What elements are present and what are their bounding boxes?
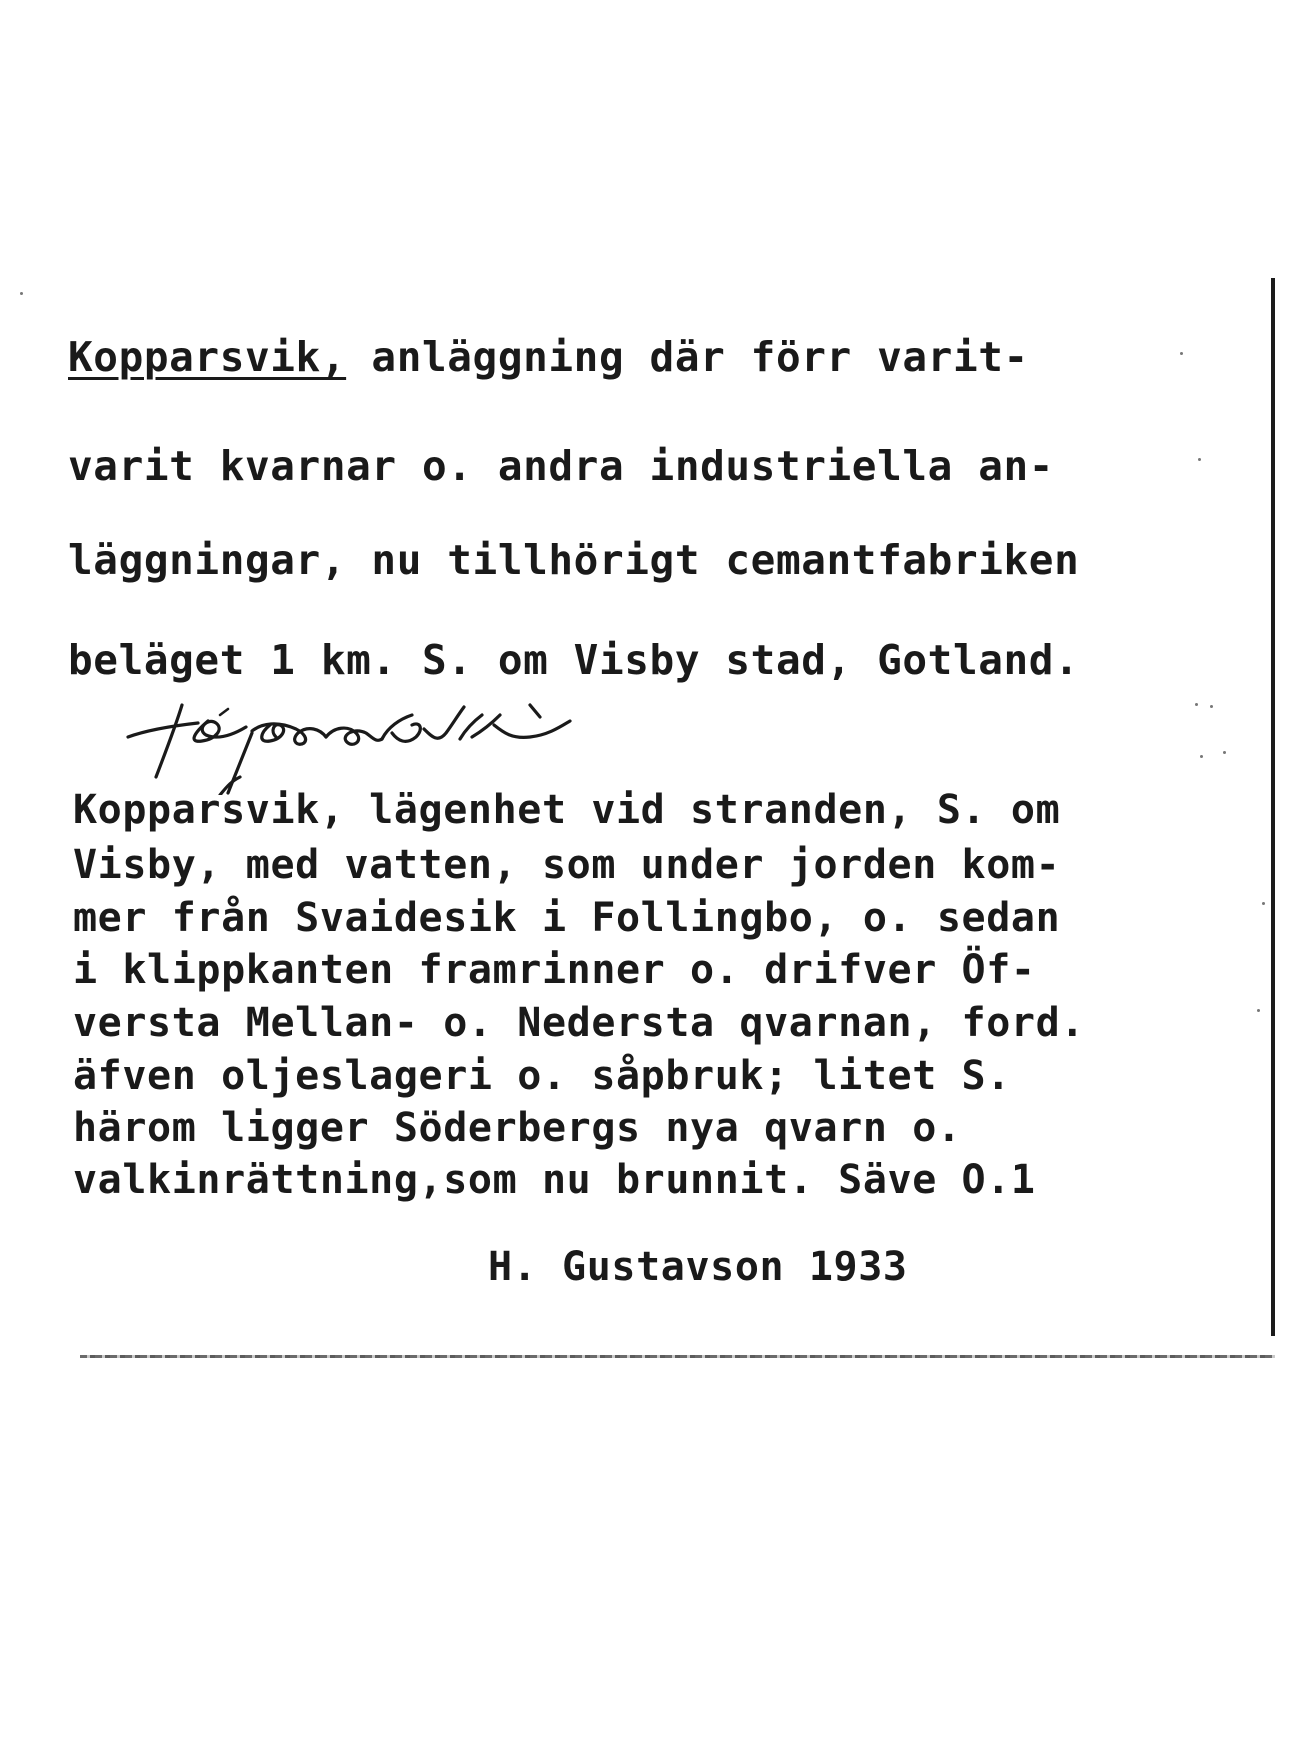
- speck: [20, 292, 23, 295]
- entry2-line-7: härom ligger Söderbergs nya qvarn o.: [73, 1105, 962, 1151]
- speck: [1198, 458, 1201, 461]
- entry2-line-4: i klippkanten framrinner o. drifver Öf-: [73, 947, 1036, 993]
- entry2-line-1: Kopparsvik, lägenhet vid stranden, S. om: [73, 787, 1061, 833]
- speck: [1210, 705, 1213, 708]
- entry2-line-5: versta Mellan- o. Nedersta qvarnan, ford.: [73, 1000, 1085, 1046]
- handwritten-note: [120, 685, 600, 795]
- signature: H. Gustavson 1933: [488, 1244, 908, 1290]
- entry1-line-1: [68, 333, 1029, 381]
- speck: [1200, 755, 1203, 758]
- entry2-line-3: mer från Svaidesik i Follingbo, o. sedan: [73, 895, 1061, 941]
- entry2-line-6: äfven oljeslageri o. såpbruk; litet S.: [73, 1053, 1011, 1099]
- entry2-line-2: Visby, med vatten, som under jorden kom-: [73, 842, 1061, 888]
- speck: [1180, 352, 1183, 355]
- handwritten-note-text: köpasvik: [120, 685, 125, 686]
- entry1-line-4: beläget 1 km. S. om Visby stad, Gotland.: [68, 636, 1080, 684]
- speck: [1262, 902, 1265, 905]
- speck: [1257, 1009, 1260, 1012]
- card-right-edge: [1271, 278, 1275, 1336]
- card-bottom-edge: [80, 1355, 1275, 1358]
- speck: [1195, 703, 1198, 706]
- entry2-line-8: valkinrättning,som nu brunnit. Säve O.1: [73, 1157, 1036, 1203]
- headword: Kopparsvik,: [68, 333, 347, 381]
- speck: [1223, 751, 1226, 754]
- entry1-line-2: varit kvarnar o. andra industriella an-: [68, 442, 1055, 490]
- entry1-line-1-text: anläggning där förr varit-: [346, 333, 1029, 381]
- entry1-line-3: läggningar, nu tillhörigt cemantfabriken: [68, 536, 1080, 584]
